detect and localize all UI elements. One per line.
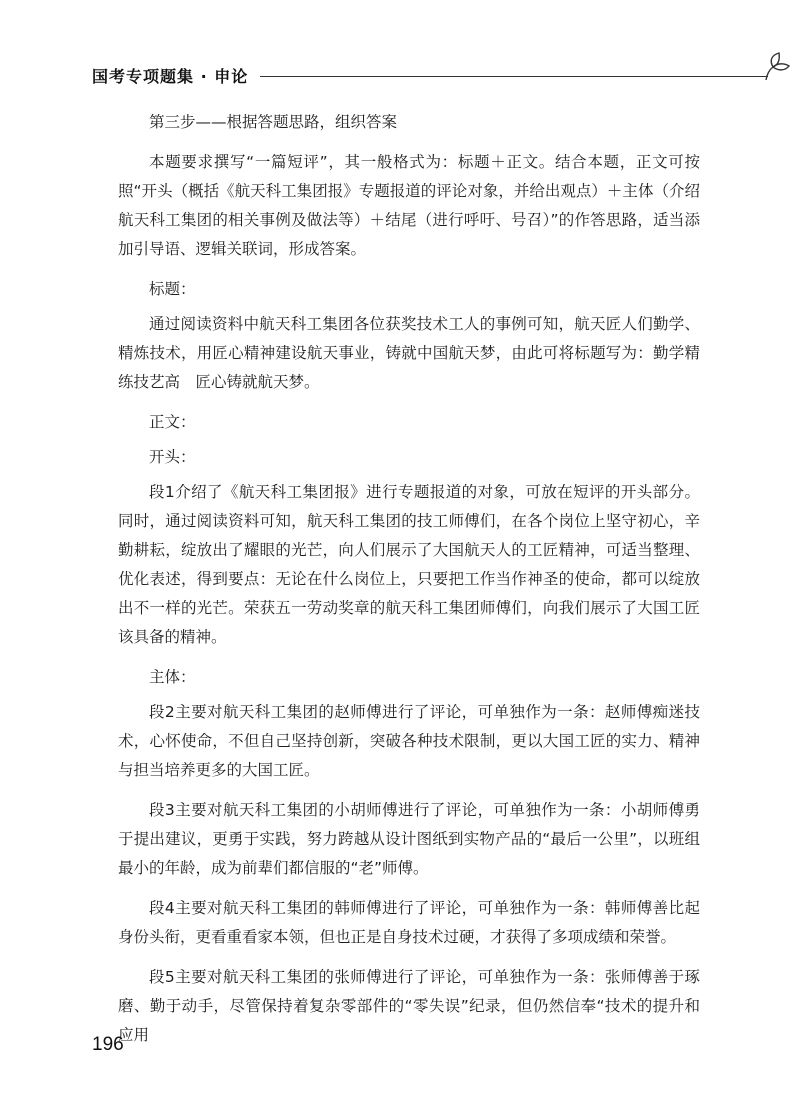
paragraph-5-analysis: 段5主要对航天科工集团的张师傅进行了评论，可单独作为一条：张师傅善于琢磨、勤于动手，尽管保持着复杂零部件的“零失误”纪录，但仍然信奉“技术的提升和应用 bbox=[118, 968, 700, 1044]
title-label: 标题： bbox=[149, 280, 196, 298]
opening-label: 开头： bbox=[149, 448, 196, 466]
sprout-icon bbox=[760, 50, 794, 84]
title-paragraph: 通过阅读资料中航天科工集团各位获奖技术工人的事例可知，航天匠人们勤学、精炼技术，用匠心精神建设航天事业，铸就中国航天梦，由此可将标题写为：勤学精练技艺高 匠心铸就航天梦。 bbox=[118, 315, 700, 391]
running-header bbox=[92, 62, 712, 92]
header-rule bbox=[260, 76, 768, 77]
paragraph-3-analysis: 段3主要对航天科工集团的小胡师傅进行了评论，可单独作为一条：小胡师傅勇于提出建议，更勇于实践，努力跨越从设计图纸到实物产品的“最后一公里”，以班组最小的年龄，成为前辈们都信服的“老”师傅。 bbox=[118, 801, 700, 877]
answer-body bbox=[118, 108, 700, 1061]
paragraph-1-analysis: 段1介绍了《航天科工集团报》进行专题报道的对象，可放在短评的开头部分。同时，通过阅读资料可知，航天科工集团的技工师傅们，在各个岗位上坚守初心，辛勤耕耘，绽放出了耀眼的光芒，向人们展示了大国航天人的工匠精神，可适当整理、优化表述，得到要点：无论在什么岗位上，只要把工作当作神圣的使命，都可以绽放出不一样的光芒。荣获五一劳动奖章的航天科工集团师傅们，向我们展示了大国工匠该具备的精神。 bbox=[118, 483, 700, 646]
format-paragraph: 本题要求撰写“一篇短评”，其一般格式为：标题＋正文。结合本题，正文可按照“开头（概括《航天科工集团报》专题报道的评论对象，并给出观点）＋主体（介绍航天科工集团的相关事例及做法等）＋结尾（进行呼吁、号召）”的作答思路，适当添加引导语、逻辑关联词，形成答案。 bbox=[118, 153, 700, 258]
main-label: 主体： bbox=[149, 668, 196, 686]
step-heading: 第三步——根据答题思路，组织答案 bbox=[149, 113, 398, 131]
body-label: 正文： bbox=[149, 413, 196, 431]
header-title: 国考专项题集 · 申论 bbox=[92, 67, 249, 86]
paragraph-4-analysis: 段4主要对航天科工集团的韩师傅进行了评论，可单独作为一条：韩师傅善比起身份头衔，更看重看家本领，但也正是自身技术过硬，才获得了多项成绩和荣誉。 bbox=[118, 899, 700, 946]
page-number: 196 bbox=[92, 1034, 124, 1055]
paragraph-2-analysis: 段2主要对航天科工集团的赵师傅进行了评论，可单独作为一条：赵师傅痴迷技术，心怀使命，不但自己坚持创新，突破各种技术限制，更以大国工匠的实力、精神与担当培养更多的大国工匠。 bbox=[118, 703, 700, 779]
